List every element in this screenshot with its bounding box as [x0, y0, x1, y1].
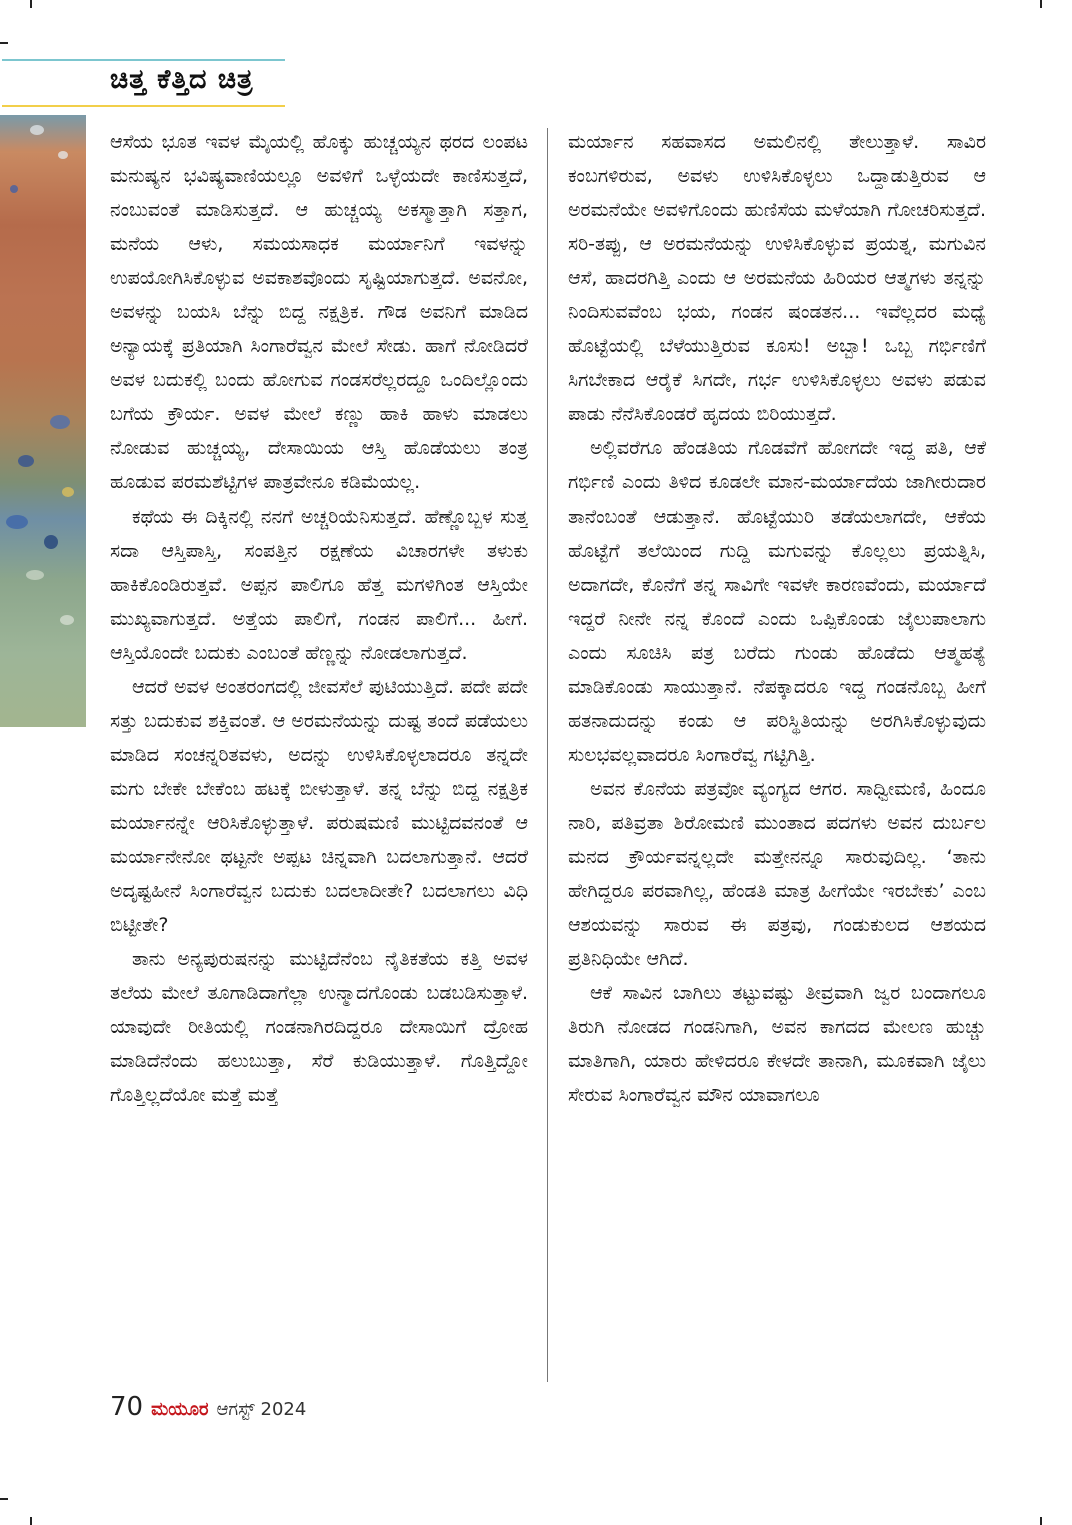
paragraph: ಆದರೆ ಅವಳ ಅಂತರಂಗದಲ್ಲಿ ಜೀವಸೆಲೆ ಪುಟಿಯುತ್ತಿದೆ. ಪದೇ ಪದೇ ಸತ್ತು ಬದುಕುವ ಶಕ್ತಿವಂತೆ. ಆ ಅರಮನೆಯನ್ನು ದುಷ್ಟ ತಂದೆ ಪಡೆಯಲು ಮಾಡಿದ ಸಂಚನ್ನರಿತವಳು, ಅದನ್ನು ಉಳಿಸಿಕೊಳ್ಳಲಾದರೂ ತನ್ನದೇ ಮಗು ಬೇಕೇ ಬೇಕೆಂಬ ಹಟಕ್ಕೆ ಬೀಳುತ್ತಾಳೆ. ತನ್ನ ಬೆನ್ನು ಬಿದ್ದ ನಕ್ಷತ್ರಿಕ ಮರ್ಯಾನನ್ನೇ ಆರಿಸಿಕೊಳ್ಳುತ್ತಾಳೆ. ಪರುಷಮಣಿ ಮುಟ್ಟಿದವನಂತೆ ಆ ಮರ್ಯಾನೇನೋ ಥಟ್ಟನೇ ಅಪ್ಪಟ ಚಿನ್ನವಾಗಿ ಬದಲಾಗುತ್ತಾನೆ. ಆದರೆ ಅದೃಷ್ಟಹೀನೆ ಸಿಂಗಾರೆವ್ವನ ಬದುಕು ಬದಲಾದೀತೇ? ಬದಲಾಗಲು ವಿಧಿ ಬಿಟ್ಟೀತೇ? — [110, 675, 528, 937]
crop-mark — [1040, 1517, 1042, 1525]
paragraph: ಕಥೆಯ ಈ ದಿಕ್ಕಿನಲ್ಲಿ ನನಗೆ ಅಚ್ಚರಿಯೆನಿಸುತ್ತದೆ. ಹೆಣ್ಣೊಬ್ಬಳ ಸುತ್ತ ಸದಾ ಆಸ್ತಿಪಾಸ್ತಿ, ಸಂಪತ್ತಿನ ರಕ್ಷಣೆಯ ವಿಚಾರಗಳೇ ತಳುಕು ಹಾಕಿಕೊಂಡಿರುತ್ತವೆ. ಅಪ್ಪನ ಪಾಲಿಗೂ ಹೆತ್ತ ಮಗಳಿಗಿಂತ ಆಸ್ತಿಯೇ ಮುಖ್ಯವಾಗುತ್ತದೆ. ಅತ್ತೆಯ ಪಾಲಿಗೆ, ಗಂಡನ ಪಾಲಿಗೆ... ಹೀಗೆ. ಆಸ್ತಿಯೊಂದೇ ಬದುಕು ಎಂಬಂತೆ ಹೆಣ್ಣನ್ನು ನೋಡಲಾಗುತ್ತದೆ. — [110, 505, 528, 664]
paragraph: ತಾನು ಅನ್ಯಪುರುಷನನ್ನು ಮುಟ್ಟಿದೆನೆಂಬ ನೈತಿಕತೆಯ ಕತ್ತಿ ಅವಳ ತಲೆಯ ಮೇಲೆ ತೂಗಾಡಿದಾಗೆಲ್ಲಾ ಉನ್ಮಾದಗೊಂಡು ಬಡಬಡಿಸುತ್ತಾಳೆ. ಯಾವುದೇ ರೀತಿಯಲ್ಲಿ ಗಂಡನಾಗಿರದಿದ್ದರೂ ದೇಸಾಯಿಗೆ ದ್ರೋಹ ಮಾಡಿದೆನೆಂದು ಹಲುಬುತ್ತಾ, ಸೆರೆ ಕುಡಿಯುತ್ತಾಳೆ. ಗೊತ್ತಿದ್ದೋ ಗೊತ್ತಿಲ್ಲದೆಯೋ ಮತ್ತೆ ಮತ್ತೆ — [110, 948, 528, 1107]
title-rule-top — [2, 59, 285, 61]
crop-mark — [0, 1498, 8, 1500]
paint-speck — [30, 125, 44, 135]
paint-speck — [62, 487, 74, 497]
paragraph: ಅವನ ಕೊನೆಯ ಪತ್ರವೋ ವ್ಯಂಗ್ಯದ ಆಗರ. ಸಾಧ್ವೀಮಣಿ, ಹಿಂದೂ ನಾರಿ, ಪತಿವ್ರತಾ ಶಿರೋಮಣಿ ಮುಂತಾದ ಪದಗಳು ಅವನ ದುರ್ಬಲ ಮನದ ಕ್ರೌರ್ಯವನ್ನಲ್ಲದೇ ಮತ್ತೇನನ್ನೂ ಸಾರುವುದಿಲ್ಲ. ‘ತಾನು ಹೇಗಿದ್ದರೂ ಪರವಾಗಿಲ್ಲ, ಹೆಂಡತಿ ಮಾತ್ರ ಹೀಗೆಯೇ ಇರಬೇಕು’ ಎಂಬ ಆಶಯವನ್ನು ಸಾರುವ ಈ ಪತ್ರವು, ಗಂಡುಕುಲದ ಆಶಯದ ಪ್ರತಿನಿಧಿಯೇ ಆಗಿದೆ. — [568, 777, 986, 971]
paint-speck — [10, 185, 18, 193]
crop-mark — [30, 0, 32, 8]
crop-mark — [1040, 0, 1042, 8]
crop-mark — [30, 1517, 32, 1525]
paint-speck — [44, 535, 58, 549]
paragraph: ಮರ್ಯಾನ ಸಹವಾಸದ ಅಮಲಿನಲ್ಲಿ ತೇಲುತ್ತಾಳೆ. ಸಾವಿರ ಕಂಬಗಳಿರುವ, ಅವಳು ಉಳಿಸಿಕೊಳ್ಳಲು ಒದ್ದಾಡುತ್ತಿರುವ ಆ ಅರಮನೆಯೇ ಅವಳಿಗೊಂದು ಹುಣಿಸೆಯ ಮಳೆಯಾಗಿ ಗೋಚರಿಸುತ್ತದೆ. ಸರಿ-ತಪ್ಪು, ಆ ಅರಮನೆಯನ್ನು ಉಳಿಸಿಕೊಳ್ಳುವ ಪ್ರಯತ್ನ, ಮಗುವಿನ ಆಸೆ, ಹಾದರಗಿತ್ತಿ ಎಂದು ಆ ಅರಮನೆಯ ಹಿರಿಯರ ಆತ್ಮಗಳು ತನ್ನನ್ನು ನಿಂದಿಸುವವೆಂಬ ಭಯ, ಗಂಡನ ಷಂಡತನ... ಇವೆಲ್ಲದರ ಮಧ್ಯೆ ಹೊಟ್ಟೆಯಲ್ಲಿ ಬೆಳೆಯುತ್ತಿರುವ ಕೂಸು! ಅಬ್ಬಾ! ಒಬ್ಬ ಗರ್ಭಿಣಿಗೆ ಸಿಗಬೇಕಾದ ಆರೈಕೆ ಸಿಗದೇ, ಗರ್ಭ ಉಳಿಸಿಕೊಳ್ಳಲು ಅವಳು ಪಡುವ ಪಾಡು ನೆನೆಸಿಕೊಂಡರೆ ಹೃದಯ ಬಿರಿಯುತ್ತದೆ. — [568, 131, 986, 426]
right-text-column — [568, 125, 986, 1387]
paragraph: ಆಸೆಯ ಭೂತ ಇವಳ ಮೈಯಲ್ಲಿ ಹೊಕ್ಕು ಹುಚ್ಚಯ್ಯನ ಥರದ ಲಂಪಟ ಮನುಷ್ಯನ ಭವಿಷ್ಯವಾಣಿಯಲ್ಲೂ ಅವಳಿಗೆ ಒಳ್ಳೆಯದೇ ಕಾಣಿಸುತ್ತದೆ, ನಂಬುವಂತೆ ಮಾಡಿಸುತ್ತದೆ. ಆ ಹುಚ್ಚಯ್ಯ ಅಕಸ್ಮಾತ್ತಾಗಿ ಸತ್ತಾಗ, ಮನೆಯ ಆಳು, ಸಮಯಸಾಧಕ ಮರ್ಯಾನಿಗೆ ಇವಳನ್ನು ಉಪಯೋಗಿಸಿಕೊಳ್ಳುವ ಅವಕಾಶವೊಂದು ಸೃಷ್ಟಿಯಾಗುತ್ತದೆ. ಅವನೋ, ಅವಳನ್ನು ಬಯಸಿ ಬೆನ್ನು ಬಿದ್ದ ನಕ್ಷತ್ರಿಕ. ಗೌಡ ಅವನಿಗೆ ಮಾಡಿದ ಅನ್ಯಾಯಕ್ಕೆ ಪ್ರತಿಯಾಗಿ ಸಿಂಗಾರೆವ್ವನ ಮೇಲೆ ಸೇಡು. ಹಾಗೆ ನೋಡಿದರೆ ಅವಳ ಬದುಕಲ್ಲಿ ಬಂದು ಹೋಗುವ ಗಂಡಸರೆಲ್ಲರದ್ದೂ ಒಂದಿಲ್ಲೊಂದು ಬಗೆಯ ಕ್ರೌರ್ಯ. ಅವಳ ಮೇಲೆ ಕಣ್ಣು ಹಾಕಿ ಹಾಳು ಮಾಡಲು ನೋಡುವ ಹುಚ್ಚಯ್ಯ, ದೇಸಾಯಿಯ ಆಸ್ತಿ ಹೊಡೆಯಲು ತಂತ್ರ ಹೂಡುವ ಪರಮಶೆಟ್ಟಿಗಳ ಪಾತ್ರವೇನೂ ಕಡಿಮೆಯಲ್ಲ. — [110, 131, 528, 494]
left-text-column — [110, 125, 528, 1387]
page-number: 70 — [110, 1392, 144, 1422]
paragraph: ಅಲ್ಲಿವರೆಗೂ ಹೆಂಡತಿಯ ಗೊಡವೆಗೆ ಹೋಗದೇ ಇದ್ದ ಪತಿ, ಆಕೆ ಗರ್ಭಿಣಿ ಎಂದು ತಿಳಿದ ಕೂಡಲೇ ಮಾನ-ಮರ್ಯಾದೆಯ ಜಾಗೀರುದಾರ ತಾನೆಂಬಂತೆ ಆಡುತ್ತಾನೆ. ಹೊಟ್ಟೆಯುರಿ ತಡೆಯಲಾಗದೇ, ಆಕೆಯ ಹೊಟ್ಟೆಗೆ ತಲೆಯಿಂದ ಗುದ್ದಿ ಮಗುವನ್ನು ಕೊಲ್ಲಲು ಪ್ರಯತ್ನಿಸಿ, ಅದಾಗದೇ, ಕೊನೆಗೆ ತನ್ನ ಸಾವಿಗೇ ಇವಳೇ ಕಾರಣವೆಂದು, ಮರ್ಯಾದೆ ಇದ್ದರೆ ನೀನೇ ನನ್ನ ಕೊಂದೆ ಎಂದು ಒಪ್ಪಿಕೊಂಡು ಜೈಲುಪಾಲಾಗು ಎಂದು ಸೂಚಿಸಿ ಪತ್ರ ಬರೆದು ಗುಂಡು ಹೊಡೆದು ಆತ್ಮಹತ್ಯೆ ಮಾಡಿಕೊಂಡು ಸಾಯುತ್ತಾನೆ. ನೆಪಕ್ಕಾದರೂ ಇದ್ದ ಗಂಡನೊಬ್ಬ ಹೀಗೆ ಹತನಾದುದನ್ನು ಕಂಡು ಆ ಪರಿಸ್ಥಿತಿಯನ್ನು ಅರಗಿಸಿಕೊಳ್ಳುವುದು ಸುಲಭವಲ್ಲವಾದರೂ ಸಿಂಗಾರೆವ್ವ ಗಟ್ಟಿಗಿತ್ತಿ. — [568, 437, 986, 766]
issue-date: ಆಗಸ್ಟ್ 2024 — [216, 1399, 307, 1420]
crop-mark — [0, 42, 8, 44]
paint-speck — [50, 415, 70, 429]
paint-speck — [60, 615, 74, 625]
paint-speck — [18, 455, 34, 467]
column-divider — [547, 128, 548, 1382]
paint-speck — [58, 151, 68, 159]
painting-illustration — [0, 115, 86, 727]
title-rule-bottom — [2, 105, 285, 107]
magazine-name: ಮಯೂರ — [151, 1399, 209, 1420]
page-footer — [110, 1392, 306, 1422]
paint-speck — [6, 515, 28, 529]
section-title: ಚಿತ್ತ ಕೆತ್ತಿದ ಚಿತ್ರ — [110, 64, 254, 95]
paragraph: ಆಕೆ ಸಾವಿನ ಬಾಗಿಲು ತಟ್ಟುವಷ್ಟು ತೀವ್ರವಾಗಿ ಜ್ವರ ಬಂದಾಗಲೂ ತಿರುಗಿ ನೋಡದ ಗಂಡನಿಗಾಗಿ, ಅವನ ಕಾಗದದ ಮೇಲಣ ಹುಚ್ಚು ಮಾತಿಗಾಗಿ, ಯಾರು ಹೇಳಿದರೂ ಕೇಳದೇ ತಾನಾಗಿ, ಮೂಕವಾಗಿ ಜೈಲು ಸೇರುವ ಸಿಂಗಾರೆವ್ವನ ಮೌನ ಯಾವಾಗಲೂ — [568, 982, 986, 1107]
paint-speck — [26, 570, 44, 580]
